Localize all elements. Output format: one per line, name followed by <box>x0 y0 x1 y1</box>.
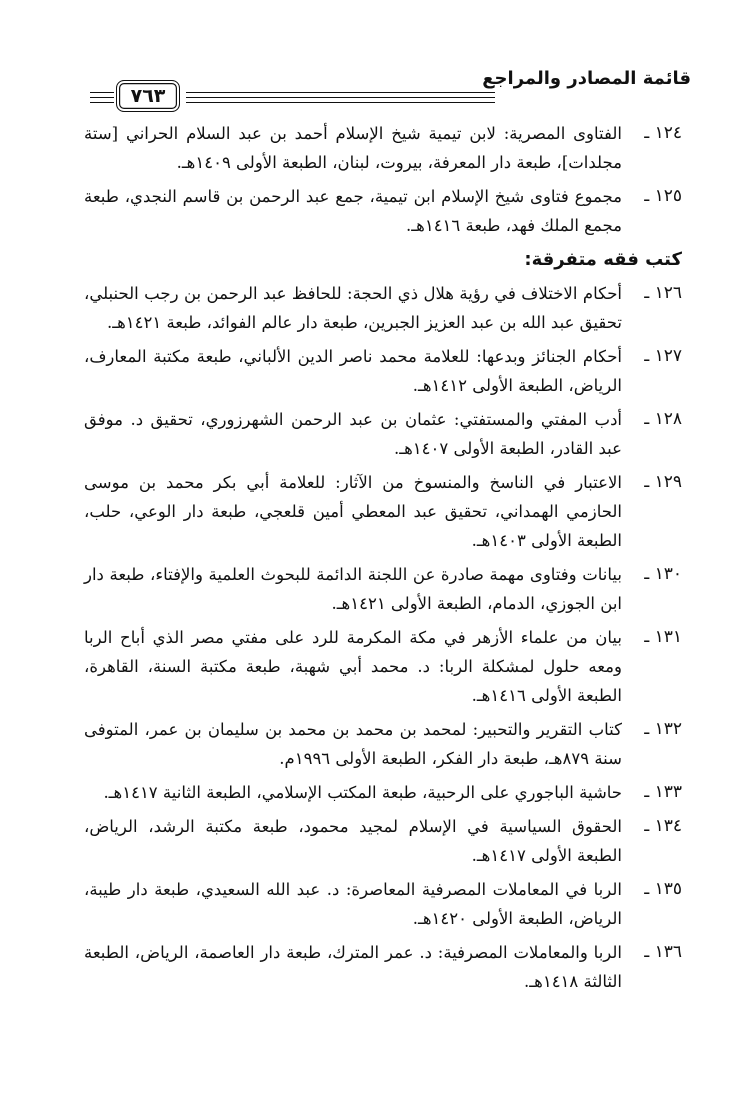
entry-text: أدب المفتي والمستفتي: عثمان بن عبد الرحمن الشهرزوري، تحقيق د. موفق عبد القادر، الطبعة الأولى ١٤٠٧هـ. <box>84 410 622 458</box>
bibliography-entry <box>84 560 682 618</box>
entry-number: ١٣٥ ـ <box>644 879 682 899</box>
entry-text: أحكام الاختلاف في رؤية هلال ذي الحجة: للحافظ عبد الرحمن بن رجب الحنبلي، تحقيق عبد الله بن عبد العزيز الجبرين، طبعة دار عالم الفوائد، طبعة ١٤٢١هـ. <box>84 284 622 332</box>
running-title: قائمة المصادر والمراجع <box>482 68 691 89</box>
entry-text: حاشية الباجوري على الرحبية، طبعة المكتب الإسلامي، الطبعة الثانية ١٤١٧هـ. <box>103 783 622 802</box>
bibliography-entry <box>84 875 682 933</box>
entry-text: كتاب التقرير والتحبير: لمحمد بن محمد بن محمد بن سليمان بن عمر، المتوفى سنة ٨٧٩هـ، طبعة دار الفكر، الطبعة الأولى ١٩٩٦م. <box>84 720 622 768</box>
bibliography-entry <box>84 468 682 555</box>
entry-number: ١٢٦ ـ <box>644 283 682 303</box>
page-header <box>90 66 691 110</box>
entry-number: ١٣٦ ـ <box>644 942 682 962</box>
entry-text: الاعتبار في الناسخ والمنسوخ من الآثار: للعلامة أبي بكر محمد بن موسى الحازمي الهمداني، تحقيق عبد المعطي أمين قلعجي، طبعة دار الوعي، حلب، الطبعة الأولى ١٤٠٣هـ. <box>84 473 622 550</box>
entry-text: بيان من علماء الأزهر في مكة المكرمة للرد على مفتي مصر الذي أباح الربا ومعه حلول لمشكلة الربا: د. محمد أبي شهبة، طبعة مكتبة السنة، القاهرة، الطبعة الأولى ١٤١٦هـ. <box>84 628 622 705</box>
entry-text: الربا والمعاملات المصرفية: د. عمر المترك، طبعة دار العاصمة، الرياض، الطبعة الثالثة ١٤١٨هـ. <box>84 943 622 991</box>
bibliography-list <box>84 119 682 1001</box>
bibliography-entry <box>84 279 682 337</box>
entry-number: ١٢٩ ـ <box>644 472 682 492</box>
header-rule-left <box>90 92 114 104</box>
header-rule <box>186 102 495 103</box>
section-heading: كتب فقه متفرقة: <box>524 249 682 270</box>
bibliography-entry <box>84 812 682 870</box>
entry-number: ١٢٥ ـ <box>644 186 682 206</box>
entry-text: الربا في المعاملات المصرفية المعاصرة: د. عبد الله السعيدي، طبعة دار طيبة، الرياض، الطبعة الأولى ١٤٢٠هـ. <box>84 880 622 928</box>
entry-text: الحقوق السياسية في الإسلام لمجيد محمود، طبعة مكتبة الرشد، الرياض، الطبعة الأولى ١٤١٧هـ. <box>84 817 622 865</box>
bibliography-entry <box>84 405 682 463</box>
header-rule <box>186 97 495 98</box>
entry-number: ١٢٨ ـ <box>644 409 682 429</box>
entry-number: ١٣٤ ـ <box>644 816 682 836</box>
entry-number: ١٢٤ ـ <box>644 123 682 143</box>
entry-text: مجموع فتاوى شيخ الإسلام ابن تيمية، جمع عبد الرحمن بن قاسم النجدي، طبعة مجمع الملك فهد، طبعة ١٤١٦هـ. <box>84 187 622 235</box>
entry-number: ١٣٢ ـ <box>644 719 682 739</box>
bibliography-entry <box>84 623 682 710</box>
entry-text: أحكام الجنائز وبدعها: للعلامة محمد ناصر الدين الألباني، طبعة مكتبة المعارف، الرياض، الطبعة الأولى ١٤١٢هـ. <box>84 347 622 395</box>
entry-text: الفتاوى المصرية: لابن تيمية شيخ الإسلام أحمد بن عبد السلام الحراني [ستة مجلدات]، طبعة دار المعرفة، بيروت، لبنان، الطبعة الأولى ١٤٠٩هـ. <box>84 124 622 172</box>
entry-number: ١٣٣ ـ <box>644 782 682 802</box>
bibliography-entry <box>84 715 682 773</box>
bibliography-entry <box>84 182 682 240</box>
bibliography-entry <box>84 778 682 807</box>
entry-number: ١٣٠ ـ <box>644 564 682 584</box>
entry-text: بيانات وفتاوى مهمة صادرة عن اللجنة الدائمة للبحوث العلمية والإفتاء، طبعة دار ابن الجوزي، الدمام، الطبعة الأولى ١٤٢١هـ. <box>84 565 622 613</box>
page-number: ٧٦٣ <box>116 80 180 112</box>
entry-number: ١٣١ ـ <box>644 627 682 647</box>
bibliography-entry <box>84 938 682 996</box>
entry-number: ١٢٧ ـ <box>644 346 682 366</box>
bibliography-entry <box>84 119 682 177</box>
bibliography-entry <box>84 342 682 400</box>
header-rule <box>186 92 495 93</box>
